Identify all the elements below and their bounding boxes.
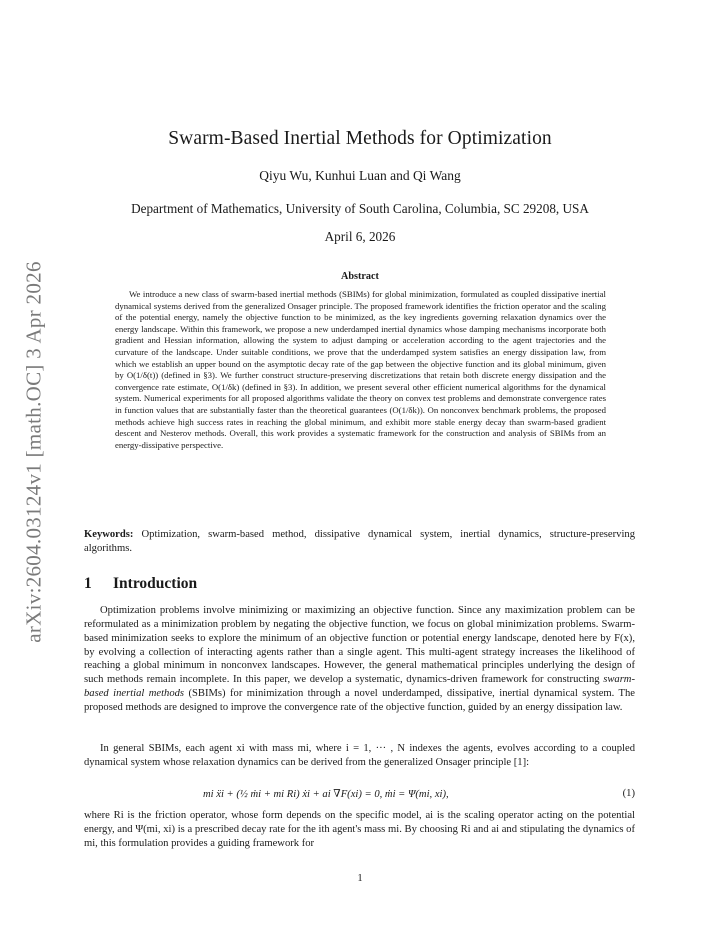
paper-title: Swarm-Based Inertial Methods for Optimization [168,128,552,149]
paper-date: April 6, 2026 [324,229,396,244]
paper-authors: Qiyu Wu, Kunhui Luan and Qi Wang [259,168,461,183]
intro-paragraph-3: where Ri is the friction operator, whose form depends on the specific model, ai is the scaling operator acting on the potential energy, and Ψ(mi, xi) is a prescribed decay rate for the ith agent's mass mi. By choosing Ri and ai and stipulating the dynamics of mi, this formulation provides a guiding framework for [84,810,635,849]
equation-1-body: mi ẍi + (½ ṁi + mi Ri) ẋi + ai ∇F(xi) = 0, ṁi = Ψ(mi, xi), [203,789,449,800]
intro-paragraph-2: In general SBIMs, each agent xi with mass mi, where i = 1, ··· , N indexes the agents, evolves according to a coupled dynamical system whose relaxation dynamics can be derived from the generalized Onsager principle [1]: [84,743,635,768]
section-number: 1 [84,575,92,592]
arxiv-identifier: arXiv:2604.03124v1 [math.OC] 3 Apr 2026 [21,261,46,643]
arxiv-identifier-sidebar [14,252,54,652]
page-number: 1 [357,873,363,884]
keywords-text: Optimization, swarm-based method, dissipative dynamical system, inertial dynamics, structure-preserving algorithms. [84,529,635,554]
intro-paragraph-1-part-b: (SBIMs) for minimization through a novel underdamped, dissipative, inertial dynamical system. The proposed methods are designed to improve the convergence rate of the objective function, guided by an energy dissipation law. [84,688,635,713]
equation-1 [84,788,635,804]
intro-paragraph-1-emphasis: swarm-based inertial methods [84,674,635,700]
abstract-heading: Abstract [341,271,379,282]
keywords-label: Keywords: [84,529,134,540]
equation-1-number: (1) [622,788,635,799]
section-heading [84,575,197,593]
author-affiliation: Department of Mathematics, University of South Carolina, Columbia, SC 29208, USA [131,201,589,216]
section-title: Introduction [113,575,198,592]
keywords [84,528,635,556]
intro-paragraph-1-part-a: Optimization problems involve minimizing or maximizing an objective function. Since any maximization problem can be reformulated as a minimization problem by negating the objective function, we focus on global minimization problems. Swarm-based minimization seeks to explore the minimum of an objective function or potential energy landscape, denoted here by F(x), by evolving a collection of interacting agents rather than a single agent. This multi-agent strategy increases the likelihood of reaching a global minimum in nonconvex landscapes. However, the general mathematical principles underlying the design of such methods remain incomplete. In this paper, we develop a systematic, dynamics-driven framework for constructing [84,605,635,686]
abstract-text: We introduce a new class of swarm-based inertial methods (SBIMs) for global minimization, formulated as coupled dissipative inertial dynamical systems derived from the generalized Onsager principle. The proposed framework identifies the friction operator and the scaling of the potential energy, namely the objective function to be minimized, as the key ingredients governing relaxation dynamics over the energy landscape. Within this framework, we propose a new underdamped inertial dynamics whose damping mechanisms incorporate both gradient and Hessian information, allowing the system to adjust damping or acceleration according to the agent trajectories and the curvature of the landscape. Under suitable conditions, we prove that the underdamped system satisfies an energy dissipation law, from which we establish an upper bound on the asymptotic decay rate of the gap between the objective function and its global minimum, given by O(1/δ(t)) (defined in §3). We further construct structure-preserving discretizations that retain both discrete energy dissipation and the convergence rate estimate, O(1/δk) (defined in §3). In addition, we present several other efficient numerical algorithms for the dynamical system. Numerical experiments for all proposed algorithms validate the theory on convex test problems and demonstrate convergence rates in function values that are substantially faster than the theoretical guarantees (O(1/δk)). On nonconvex benchmark problems, the proposed methods achieve high success rates in reaching the global minimum, and exhibit more stable energy decay than swarm-based gradient descent and Nesterov methods. Overall, this work provides a systematic framework for the construction and analysis of SBIMs from an energy-dissipative perspective. [115,289,606,450]
intro-paragraph-1 [84,604,635,715]
